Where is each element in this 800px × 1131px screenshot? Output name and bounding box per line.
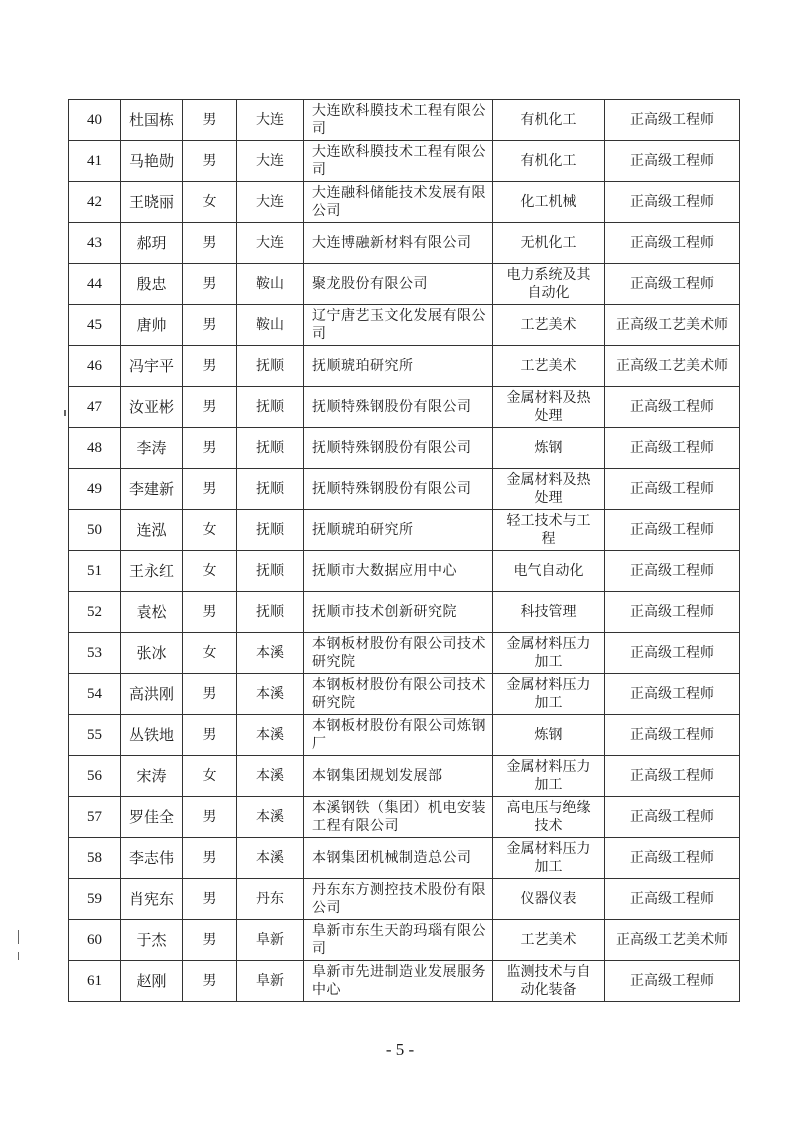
gender-cell: 男 — [183, 428, 237, 469]
city-cell: 大连 — [237, 182, 304, 223]
company-name-cell: 抚顺市技术创新研究院 — [304, 592, 493, 633]
roster-table — [68, 99, 740, 1002]
page-number: - 5 - — [385, 1040, 415, 1059]
company-name-cell: 本钢板材股份有限公司技术研究院 — [304, 674, 493, 715]
person-name-cell: 王永红 — [121, 551, 183, 592]
specialty-cell: 金属材料压力加工 — [493, 838, 605, 879]
specialty-cell: 电气自动化 — [493, 551, 605, 592]
table-row — [69, 633, 740, 674]
person-name-cell: 李志伟 — [121, 838, 183, 879]
specialty-cell: 监测技术与自动化装备 — [493, 961, 605, 1002]
person-name-cell: 肖宪东 — [121, 879, 183, 920]
gender-cell: 男 — [183, 141, 237, 182]
company-name-cell: 本溪钢铁（集团）机电安装工程有限公司 — [304, 797, 493, 838]
person-name-cell: 丛铁地 — [121, 715, 183, 756]
table-row — [69, 961, 740, 1002]
gender-cell: 男 — [183, 961, 237, 1002]
professional-title-cell: 正高级工艺美术师 — [605, 305, 740, 346]
company-name-cell: 丹东东方测控技术股份有限公司 — [304, 879, 493, 920]
company-name-cell: 抚顺特殊钢股份有限公司 — [304, 428, 493, 469]
row-number-cell: 57 — [69, 797, 121, 838]
person-name-cell: 连泓 — [121, 510, 183, 551]
row-number-cell: 46 — [69, 346, 121, 387]
specialty-cell: 金属材料压力加工 — [493, 756, 605, 797]
specialty-cell: 金属材料压力加工 — [493, 674, 605, 715]
company-name-cell: 本钢板材股份有限公司技术研究院 — [304, 633, 493, 674]
specialty-cell: 无机化工 — [493, 223, 605, 264]
gender-cell: 男 — [183, 346, 237, 387]
city-cell: 阜新 — [237, 961, 304, 1002]
specialty-cell: 工艺美术 — [493, 920, 605, 961]
person-name-cell: 冯宇平 — [121, 346, 183, 387]
city-cell: 本溪 — [237, 756, 304, 797]
table-row — [69, 879, 740, 920]
professional-title-cell: 正高级工程师 — [605, 592, 740, 633]
table-row — [69, 797, 740, 838]
city-cell: 抚顺 — [237, 469, 304, 510]
company-name-cell: 辽宁唐艺玉文化发展有限公司 — [304, 305, 493, 346]
table-row — [69, 592, 740, 633]
specialty-cell: 电力系统及其自动化 — [493, 264, 605, 305]
table-row — [69, 674, 740, 715]
row-number-cell: 60 — [69, 920, 121, 961]
company-name-cell: 阜新市先进制造业发展服务中心 — [304, 961, 493, 1002]
specialty-cell: 金属材料及热处理 — [493, 387, 605, 428]
specialty-cell: 炼钢 — [493, 428, 605, 469]
row-number-cell: 55 — [69, 715, 121, 756]
professional-title-cell: 正高级工程师 — [605, 428, 740, 469]
gender-cell: 男 — [183, 100, 237, 141]
scan-mark — [64, 410, 66, 416]
gender-cell: 男 — [183, 879, 237, 920]
specialty-cell: 科技管理 — [493, 592, 605, 633]
row-number-cell: 41 — [69, 141, 121, 182]
person-name-cell: 李建新 — [121, 469, 183, 510]
company-name-cell: 抚顺特殊钢股份有限公司 — [304, 469, 493, 510]
professional-title-cell: 正高级工艺美术师 — [605, 346, 740, 387]
specialty-cell: 工艺美术 — [493, 346, 605, 387]
city-cell: 丹东 — [237, 879, 304, 920]
person-name-cell: 王晓丽 — [121, 182, 183, 223]
table-row — [69, 223, 740, 264]
specialty-cell: 有机化工 — [493, 141, 605, 182]
company-name-cell: 本钢板材股份有限公司炼钢厂 — [304, 715, 493, 756]
company-name-cell: 抚顺市大数据应用中心 — [304, 551, 493, 592]
table-row — [69, 387, 740, 428]
table-row — [69, 469, 740, 510]
table-row — [69, 510, 740, 551]
specialty-cell: 工艺美术 — [493, 305, 605, 346]
row-number-cell: 50 — [69, 510, 121, 551]
table-row — [69, 346, 740, 387]
city-cell: 鞍山 — [237, 264, 304, 305]
city-cell: 本溪 — [237, 633, 304, 674]
professional-title-cell: 正高级工程师 — [605, 141, 740, 182]
professional-title-cell: 正高级工程师 — [605, 838, 740, 879]
professional-title-cell: 正高级工程师 — [605, 961, 740, 1002]
city-cell: 本溪 — [237, 838, 304, 879]
company-name-cell: 大连欧科膜技术工程有限公司 — [304, 141, 493, 182]
table-row — [69, 305, 740, 346]
person-name-cell: 宋涛 — [121, 756, 183, 797]
gender-cell: 女 — [183, 756, 237, 797]
row-number-cell: 45 — [69, 305, 121, 346]
row-number-cell: 61 — [69, 961, 121, 1002]
gender-cell: 女 — [183, 551, 237, 592]
row-number-cell: 59 — [69, 879, 121, 920]
row-number-cell: 56 — [69, 756, 121, 797]
gender-cell: 女 — [183, 633, 237, 674]
gender-cell: 男 — [183, 592, 237, 633]
table-row — [69, 182, 740, 223]
company-name-cell: 抚顺琥珀研究所 — [304, 510, 493, 551]
company-name-cell: 抚顺特殊钢股份有限公司 — [304, 387, 493, 428]
company-name-cell: 大连融科储能技术发展有限公司 — [304, 182, 493, 223]
gender-cell: 男 — [183, 838, 237, 879]
table-row — [69, 838, 740, 879]
professional-title-cell: 正高级工程师 — [605, 674, 740, 715]
table-row — [69, 551, 740, 592]
gender-cell: 男 — [183, 469, 237, 510]
gender-cell: 男 — [183, 674, 237, 715]
person-name-cell: 李涛 — [121, 428, 183, 469]
row-number-cell: 43 — [69, 223, 121, 264]
person-name-cell: 袁松 — [121, 592, 183, 633]
table-row — [69, 100, 740, 141]
specialty-cell: 有机化工 — [493, 100, 605, 141]
specialty-cell: 仪器仪表 — [493, 879, 605, 920]
gender-cell: 男 — [183, 387, 237, 428]
company-name-cell: 阜新市东生天韵玛瑙有限公司 — [304, 920, 493, 961]
row-number-cell: 48 — [69, 428, 121, 469]
city-cell: 鞍山 — [237, 305, 304, 346]
specialty-cell: 轻工技术与工程 — [493, 510, 605, 551]
row-number-cell: 58 — [69, 838, 121, 879]
person-name-cell: 汝亚彬 — [121, 387, 183, 428]
city-cell: 大连 — [237, 223, 304, 264]
city-cell: 抚顺 — [237, 592, 304, 633]
row-number-cell: 40 — [69, 100, 121, 141]
specialty-cell: 高电压与绝缘技术 — [493, 797, 605, 838]
table-row — [69, 428, 740, 469]
specialty-cell: 炼钢 — [493, 715, 605, 756]
professional-title-cell: 正高级工程师 — [605, 387, 740, 428]
specialty-cell: 化工机械 — [493, 182, 605, 223]
professional-title-cell: 正高级工程师 — [605, 715, 740, 756]
gender-cell: 男 — [183, 920, 237, 961]
row-number-cell: 52 — [69, 592, 121, 633]
row-number-cell: 54 — [69, 674, 121, 715]
professional-title-cell: 正高级工程师 — [605, 182, 740, 223]
city-cell: 抚顺 — [237, 428, 304, 469]
professional-title-cell: 正高级工程师 — [605, 223, 740, 264]
company-name-cell: 本钢集团机械制造总公司 — [304, 838, 493, 879]
person-name-cell: 高洪刚 — [121, 674, 183, 715]
city-cell: 大连 — [237, 141, 304, 182]
gender-cell: 女 — [183, 182, 237, 223]
professional-title-cell: 正高级工程师 — [605, 264, 740, 305]
specialty-cell: 金属材料及热处理 — [493, 469, 605, 510]
professional-title-cell: 正高级工艺美术师 — [605, 920, 740, 961]
person-name-cell: 杜国栋 — [121, 100, 183, 141]
person-name-cell: 于杰 — [121, 920, 183, 961]
person-name-cell: 罗佳全 — [121, 797, 183, 838]
city-cell: 本溪 — [237, 797, 304, 838]
professional-title-cell: 正高级工程师 — [605, 633, 740, 674]
row-number-cell: 49 — [69, 469, 121, 510]
person-name-cell: 张冰 — [121, 633, 183, 674]
row-number-cell: 42 — [69, 182, 121, 223]
row-number-cell: 44 — [69, 264, 121, 305]
professional-title-cell: 正高级工程师 — [605, 756, 740, 797]
row-number-cell: 53 — [69, 633, 121, 674]
company-name-cell: 本钢集团规划发展部 — [304, 756, 493, 797]
table-row — [69, 264, 740, 305]
professional-title-cell: 正高级工程师 — [605, 469, 740, 510]
city-cell: 大连 — [237, 100, 304, 141]
city-cell: 抚顺 — [237, 346, 304, 387]
professional-title-cell: 正高级工程师 — [605, 879, 740, 920]
person-name-cell: 唐帅 — [121, 305, 183, 346]
gender-cell: 男 — [183, 305, 237, 346]
city-cell: 阜新 — [237, 920, 304, 961]
city-cell: 抚顺 — [237, 510, 304, 551]
city-cell: 抚顺 — [237, 551, 304, 592]
table-row — [69, 141, 740, 182]
gender-cell: 男 — [183, 797, 237, 838]
table-row — [69, 920, 740, 961]
roster-body — [69, 100, 740, 1002]
city-cell: 本溪 — [237, 674, 304, 715]
company-name-cell: 大连博融新材料有限公司 — [304, 223, 493, 264]
professional-title-cell: 正高级工程师 — [605, 100, 740, 141]
professional-title-cell: 正高级工程师 — [605, 510, 740, 551]
table-row — [69, 715, 740, 756]
scan-mark — [18, 930, 19, 944]
person-name-cell: 马艳勋 — [121, 141, 183, 182]
professional-title-cell: 正高级工程师 — [605, 551, 740, 592]
city-cell: 抚顺 — [237, 387, 304, 428]
person-name-cell: 赵刚 — [121, 961, 183, 1002]
company-name-cell: 聚龙股份有限公司 — [304, 264, 493, 305]
person-name-cell: 殷忠 — [121, 264, 183, 305]
table-row — [69, 756, 740, 797]
gender-cell: 男 — [183, 223, 237, 264]
row-number-cell: 47 — [69, 387, 121, 428]
scan-mark — [18, 952, 19, 960]
row-number-cell: 51 — [69, 551, 121, 592]
gender-cell: 女 — [183, 510, 237, 551]
company-name-cell: 抚顺琥珀研究所 — [304, 346, 493, 387]
company-name-cell: 大连欧科膜技术工程有限公司 — [304, 100, 493, 141]
specialty-cell: 金属材料压力加工 — [493, 633, 605, 674]
gender-cell: 男 — [183, 715, 237, 756]
person-name-cell: 郝玥 — [121, 223, 183, 264]
city-cell: 本溪 — [237, 715, 304, 756]
gender-cell: 男 — [183, 264, 237, 305]
professional-title-cell: 正高级工程师 — [605, 797, 740, 838]
